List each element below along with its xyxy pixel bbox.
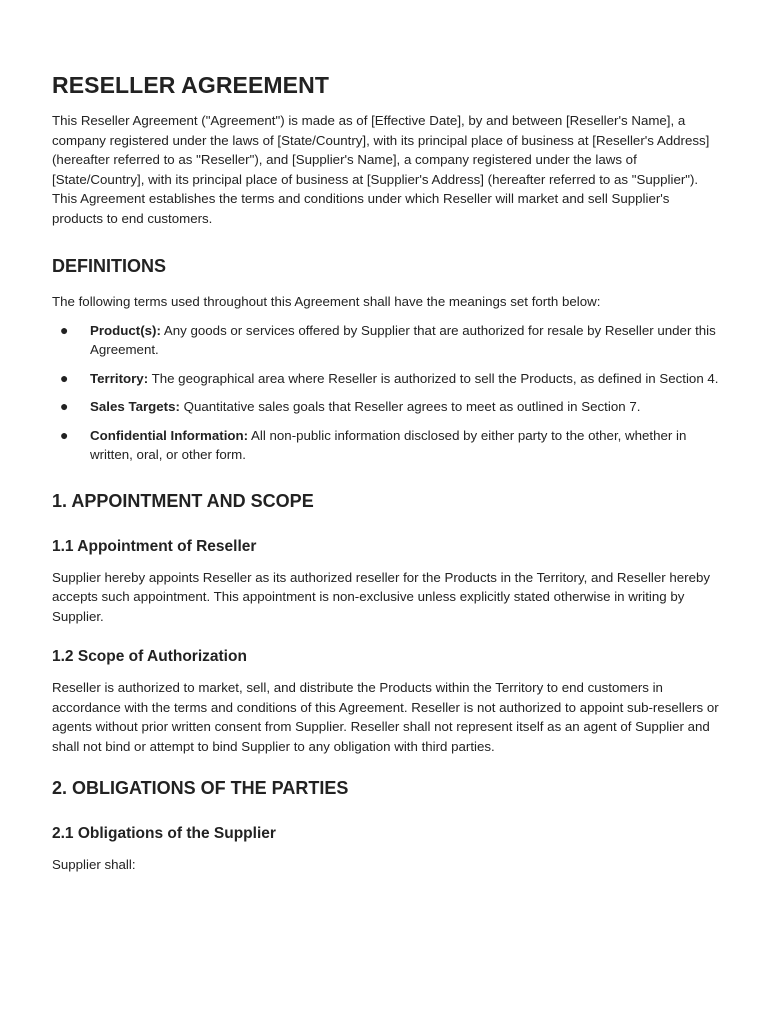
definition-term: Product(s):: [90, 322, 161, 338]
definition-text: All non-public information disclosed by either party to the other, whether in written, oral, or other form.: [90, 427, 687, 462]
intro-paragraph: This Reseller Agreement ("Agreement") is made as of [Effective Date], by and between [Reseller's Name], a company registered under the laws of [State/Country], with its principal place of business at [Reseller's Address] (hereafter referred to as "Reseller"), and [Supplier's Name], a company registered under the laws of [State/Country], with its principal place of business at [Supplier's Address] (hereafter referred to as "Supplier"). This Agreement establishes the terms and conditions under which Reseller will market and sell Supplier's products to end customers.: [52, 113, 710, 226]
bullet-icon: ●: [60, 398, 69, 414]
bullet-icon: ●: [60, 426, 69, 443]
section-1-1-text: Supplier hereby appoints Reseller as its authorized reseller for the Products in the Territory, and Reseller hereby accepts such appointment. This appointment is non-exclusive unless explicitly stated otherwise in writing by Supplier.: [52, 569, 711, 624]
definition-term: Sales Targets:: [90, 399, 180, 414]
section-2-1-text: Supplier shall:: [52, 857, 136, 872]
definition-text: Any goods or services offered by Supplier that are authorized for resale by Reseller under this Agreement.: [90, 322, 716, 357]
section-2-heading: 2. OBLIGATIONS OF THE PARTIES: [52, 778, 349, 798]
list-item: [52, 321, 722, 360]
list-item: [52, 397, 722, 417]
list-item: [52, 369, 722, 389]
definitions-lead: The following terms used throughout this Agreement shall have the meanings set forth below:: [52, 294, 601, 309]
definitions-list: [52, 321, 722, 465]
section-1-heading: 1. APPOINTMENT AND SCOPE: [52, 490, 314, 511]
definition-text: The geographical area where Reseller is authorized to sell the Products, as defined in Section 4.: [148, 370, 719, 386]
document-title: RESELLER AGREEMENT: [52, 72, 329, 98]
section-1-2-text: Reseller is authorized to market, sell, and distribute the Products within the Territory to end customers in accordance with the terms and conditions of this Agreement. Reseller is not authorized to appoint sub-resellers or agents without prior written consent from Supplier. Reseller shall not represent itself as an agent of Supplier and shall not bind or attempt to bind Supplier to any obligation with third parties.: [52, 680, 719, 754]
section-1-2-heading: 1.2 Scope of Authorization: [52, 648, 247, 665]
bullet-icon: ●: [60, 321, 69, 338]
definition-term: Territory:: [90, 370, 149, 386]
bullet-icon: ●: [60, 369, 69, 386]
definition-term: Confidential Information:: [90, 427, 249, 443]
list-item: [52, 426, 722, 465]
section-2-1-heading: 2.1 Obligations of the Supplier: [52, 825, 276, 842]
section-1-1-heading: 1.1 Appointment of Reseller: [52, 537, 257, 555]
definitions-heading: DEFINITIONS: [52, 256, 167, 276]
document-page: [52, 70, 722, 875]
definition-text: Quantitative sales goals that Reseller agrees to meet as outlined in Section 7.: [179, 399, 641, 414]
